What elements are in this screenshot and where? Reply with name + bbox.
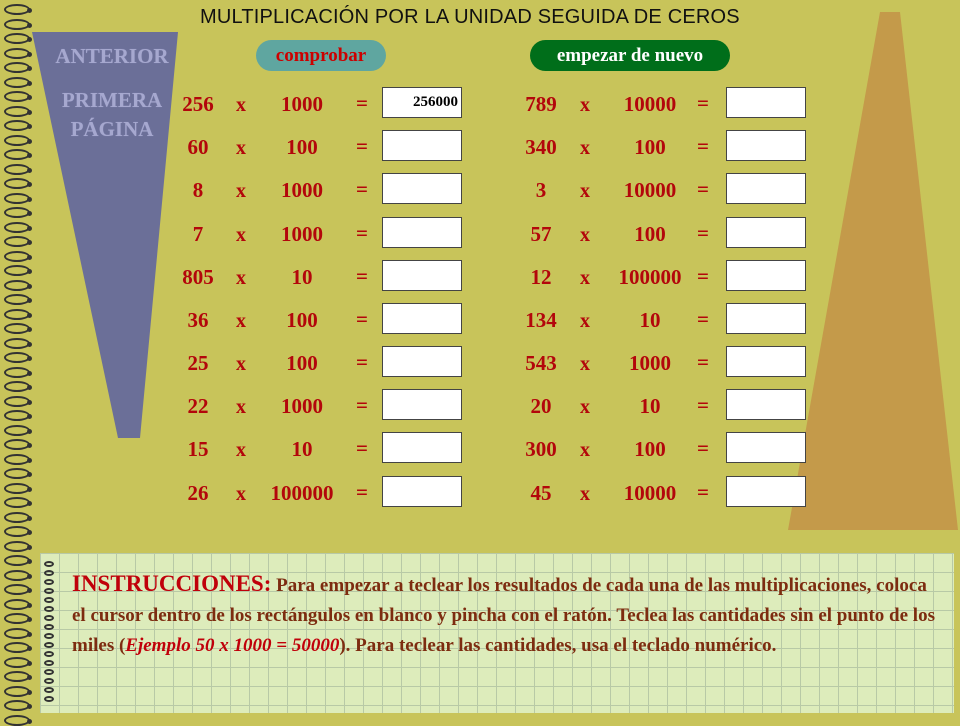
check-button-label: comprobar bbox=[275, 44, 367, 66]
answer-input[interactable] bbox=[726, 173, 806, 204]
operand-b: 100 bbox=[634, 222, 666, 246]
answer-input[interactable] bbox=[726, 389, 806, 420]
spiral-ring bbox=[4, 700, 30, 711]
operand-b: 100 bbox=[286, 308, 318, 332]
operand-b: 10000 bbox=[623, 481, 677, 505]
spiral-ring bbox=[4, 236, 30, 247]
spiral-ring bbox=[4, 570, 30, 581]
spiral-ring bbox=[44, 687, 54, 693]
times-sign: x bbox=[236, 94, 246, 116]
operand-b: 1000 bbox=[281, 222, 323, 246]
instructions-panel bbox=[40, 553, 954, 713]
spiral-ring bbox=[4, 120, 30, 131]
spiral-ring bbox=[4, 497, 30, 508]
operand-a: 20 bbox=[530, 394, 552, 418]
instructions-body-2: ). Para teclear las cantidades, usa el teclado numérico. bbox=[339, 635, 777, 656]
operand-a: 134 bbox=[525, 308, 557, 332]
spiral-ring bbox=[4, 468, 30, 479]
equals-sign: = bbox=[697, 177, 709, 201]
spiral-ring bbox=[4, 410, 30, 421]
operand-b: 100000 bbox=[270, 481, 334, 505]
times-sign: x bbox=[580, 137, 590, 159]
spiral-ring bbox=[4, 323, 30, 334]
operand-b: 10 bbox=[639, 394, 661, 418]
operand-b: 10 bbox=[639, 308, 661, 332]
spiral-ring bbox=[4, 294, 30, 305]
operand-a: 57 bbox=[530, 222, 552, 246]
operand-b: 100 bbox=[634, 437, 666, 461]
equals-sign: = bbox=[697, 134, 709, 158]
operand-b: 100 bbox=[286, 135, 318, 159]
spiral-ring bbox=[44, 678, 54, 684]
operand-b: 1000 bbox=[281, 394, 323, 418]
spiral-ring bbox=[4, 149, 30, 160]
equals-sign: = bbox=[697, 436, 709, 460]
operand-a: 45 bbox=[530, 481, 552, 505]
operand-a: 340 bbox=[525, 135, 557, 159]
answer-input[interactable] bbox=[382, 217, 462, 248]
spiral-ring bbox=[44, 615, 54, 621]
spiral-ring bbox=[4, 613, 30, 624]
operand-a: 22 bbox=[187, 394, 209, 418]
equals-sign: = bbox=[356, 221, 368, 245]
times-sign: x bbox=[236, 353, 246, 375]
spiral-ring bbox=[4, 396, 30, 407]
spiral-ring bbox=[4, 265, 30, 276]
spiral-ring bbox=[4, 251, 30, 262]
spiral-ring bbox=[4, 222, 30, 233]
equals-sign: = bbox=[697, 221, 709, 245]
spiral-ring bbox=[4, 309, 30, 320]
spiral-ring bbox=[44, 696, 54, 702]
reset-button[interactable] bbox=[530, 40, 730, 71]
spiral-ring bbox=[4, 512, 30, 523]
operand-b: 1000 bbox=[281, 92, 323, 116]
spiral-ring bbox=[4, 584, 30, 595]
spiral-ring bbox=[4, 164, 30, 175]
times-sign: x bbox=[580, 224, 590, 246]
operand-a: 7 bbox=[192, 222, 204, 246]
spiral-ring bbox=[4, 106, 30, 117]
spiral-ring bbox=[4, 91, 30, 102]
instructions-text bbox=[72, 569, 942, 661]
times-sign: x bbox=[236, 483, 246, 505]
equals-sign: = bbox=[697, 350, 709, 374]
operand-a: 543 bbox=[525, 351, 557, 375]
times-sign: x bbox=[236, 439, 246, 461]
spiral-ring bbox=[4, 19, 30, 30]
operand-a: 805 bbox=[182, 265, 214, 289]
spiral-ring bbox=[44, 669, 54, 675]
operand-b: 100 bbox=[286, 351, 318, 375]
spiral-ring bbox=[4, 541, 30, 552]
equals-sign: = bbox=[697, 91, 709, 115]
answer-input[interactable] bbox=[726, 130, 806, 161]
spiral-ring bbox=[44, 624, 54, 630]
answer-input[interactable] bbox=[382, 303, 462, 334]
spiral-ring bbox=[4, 135, 30, 146]
answer-input[interactable] bbox=[382, 130, 462, 161]
answer-input[interactable] bbox=[726, 87, 806, 118]
answer-input[interactable] bbox=[382, 389, 462, 420]
right-decorative-triangle bbox=[780, 10, 960, 530]
operand-a: 36 bbox=[187, 308, 209, 332]
first-page-link-line2[interactable]: PÁGINA bbox=[70, 117, 154, 141]
equals-sign: = bbox=[697, 307, 709, 331]
spiral-ring bbox=[4, 599, 30, 610]
spiral-ring bbox=[4, 207, 30, 218]
equals-sign: = bbox=[356, 177, 368, 201]
spiral-ring bbox=[4, 338, 30, 349]
operand-b: 10000 bbox=[623, 92, 677, 116]
times-sign: x bbox=[580, 396, 590, 418]
spiral-ring bbox=[4, 628, 30, 639]
equals-sign: = bbox=[356, 436, 368, 460]
operand-b: 100000 bbox=[618, 265, 682, 289]
operand-a: 26 bbox=[187, 481, 209, 505]
answer-input[interactable] bbox=[382, 260, 462, 291]
answer-input[interactable] bbox=[726, 217, 806, 248]
operand-b: 10000 bbox=[623, 178, 677, 202]
operand-a: 8 bbox=[192, 178, 204, 202]
times-sign: x bbox=[236, 396, 246, 418]
operand-a: 15 bbox=[187, 437, 209, 461]
instructions-heading: INSTRUCCIONES bbox=[72, 571, 264, 596]
spiral-ring bbox=[4, 526, 30, 537]
instructions-spiral bbox=[42, 561, 56, 701]
spiral-ring bbox=[44, 642, 54, 648]
times-sign: x bbox=[236, 180, 246, 202]
spiral-ring bbox=[44, 660, 54, 666]
spiral-ring bbox=[4, 193, 30, 204]
spiral-ring bbox=[4, 280, 30, 291]
spiral-ring bbox=[4, 657, 30, 668]
operand-a: 3 bbox=[535, 178, 547, 202]
operand-a: 789 bbox=[525, 92, 557, 116]
spiral-ring bbox=[44, 561, 54, 567]
check-button[interactable] bbox=[256, 40, 386, 71]
answer-input[interactable] bbox=[726, 432, 806, 463]
instructions-colon: : bbox=[263, 571, 272, 596]
operand-b: 10 bbox=[291, 265, 313, 289]
spiral-ring bbox=[4, 483, 30, 494]
spiral-ring bbox=[4, 642, 30, 653]
operand-b: 10 bbox=[291, 437, 313, 461]
reset-button-label: empezar de nuevo bbox=[556, 44, 704, 66]
answer-input[interactable] bbox=[726, 303, 806, 334]
spiral-ring bbox=[4, 178, 30, 189]
times-sign: x bbox=[580, 94, 590, 116]
times-sign: x bbox=[580, 353, 590, 375]
spiral-ring bbox=[4, 715, 30, 726]
operand-a: 12 bbox=[530, 265, 552, 289]
operand-a: 300 bbox=[525, 437, 557, 461]
spiral-ring bbox=[4, 4, 30, 15]
instructions-example: Ejemplo 50 x 1000 = 50000 bbox=[125, 635, 340, 656]
spiral-ring bbox=[4, 555, 30, 566]
spiral-ring bbox=[44, 597, 54, 603]
first-page-link-line1[interactable]: PRIMERA bbox=[61, 88, 163, 112]
equals-sign: = bbox=[356, 134, 368, 158]
page-title: MULTIPLICACIÓN POR LA UNIDAD SEGUIDA DE CEROS bbox=[200, 6, 740, 28]
answer-input[interactable] bbox=[382, 476, 462, 507]
instructions-body-1: Para empezar a teclear los resultados de cada una de las multiplicaciones, coloca el cursor dentro de los rectángulos en blanco y pincha con el ratón. Teclea las cantidades sin el punto de los miles ( bbox=[72, 575, 935, 656]
operand-b: 1000 bbox=[629, 351, 671, 375]
previous-link[interactable]: ANTERIOR bbox=[55, 44, 169, 68]
times-sign: x bbox=[580, 310, 590, 332]
answer-input[interactable] bbox=[726, 260, 806, 291]
spiral-ring bbox=[44, 579, 54, 585]
equals-sign: = bbox=[356, 307, 368, 331]
spiral-ring bbox=[4, 425, 30, 436]
spiral-ring bbox=[4, 439, 30, 450]
spiral-ring bbox=[44, 570, 54, 576]
answer-input[interactable] bbox=[726, 476, 806, 507]
times-sign: x bbox=[236, 137, 246, 159]
answer-input[interactable] bbox=[382, 346, 462, 377]
operand-a: 256 bbox=[182, 92, 214, 116]
equals-sign: = bbox=[356, 264, 368, 288]
times-sign: x bbox=[236, 267, 246, 289]
equals-sign: = bbox=[356, 393, 368, 417]
spiral-ring bbox=[4, 367, 30, 378]
times-sign: x bbox=[236, 310, 246, 332]
operand-a: 25 bbox=[187, 351, 209, 375]
equals-sign: = bbox=[356, 350, 368, 374]
equals-sign: = bbox=[697, 264, 709, 288]
spiral-ring bbox=[4, 77, 30, 88]
spiral-ring bbox=[44, 651, 54, 657]
equals-sign: = bbox=[697, 480, 709, 504]
answer-input[interactable] bbox=[726, 346, 806, 377]
spiral-ring bbox=[4, 33, 30, 44]
times-sign: x bbox=[580, 180, 590, 202]
spiral-ring bbox=[4, 686, 30, 697]
spiral-ring bbox=[4, 454, 30, 465]
operand-a: 60 bbox=[187, 135, 209, 159]
spiral-ring bbox=[4, 48, 30, 59]
equals-sign: = bbox=[697, 393, 709, 417]
spiral-ring bbox=[4, 62, 30, 73]
times-sign: x bbox=[236, 224, 246, 246]
spiral-ring bbox=[44, 606, 54, 612]
equals-sign: = bbox=[356, 480, 368, 504]
spiral-ring bbox=[4, 671, 30, 682]
times-sign: x bbox=[580, 267, 590, 289]
answer-input[interactable] bbox=[382, 173, 462, 204]
spiral-ring bbox=[44, 633, 54, 639]
times-sign: x bbox=[580, 483, 590, 505]
spiral-ring bbox=[4, 381, 30, 392]
equals-sign: = bbox=[356, 91, 368, 115]
answer-input[interactable] bbox=[382, 432, 462, 463]
operand-b: 1000 bbox=[281, 178, 323, 202]
spiral-ring bbox=[4, 352, 30, 363]
times-sign: x bbox=[580, 439, 590, 461]
answer-input[interactable] bbox=[382, 87, 462, 118]
operand-b: 100 bbox=[634, 135, 666, 159]
spiral-ring bbox=[44, 588, 54, 594]
